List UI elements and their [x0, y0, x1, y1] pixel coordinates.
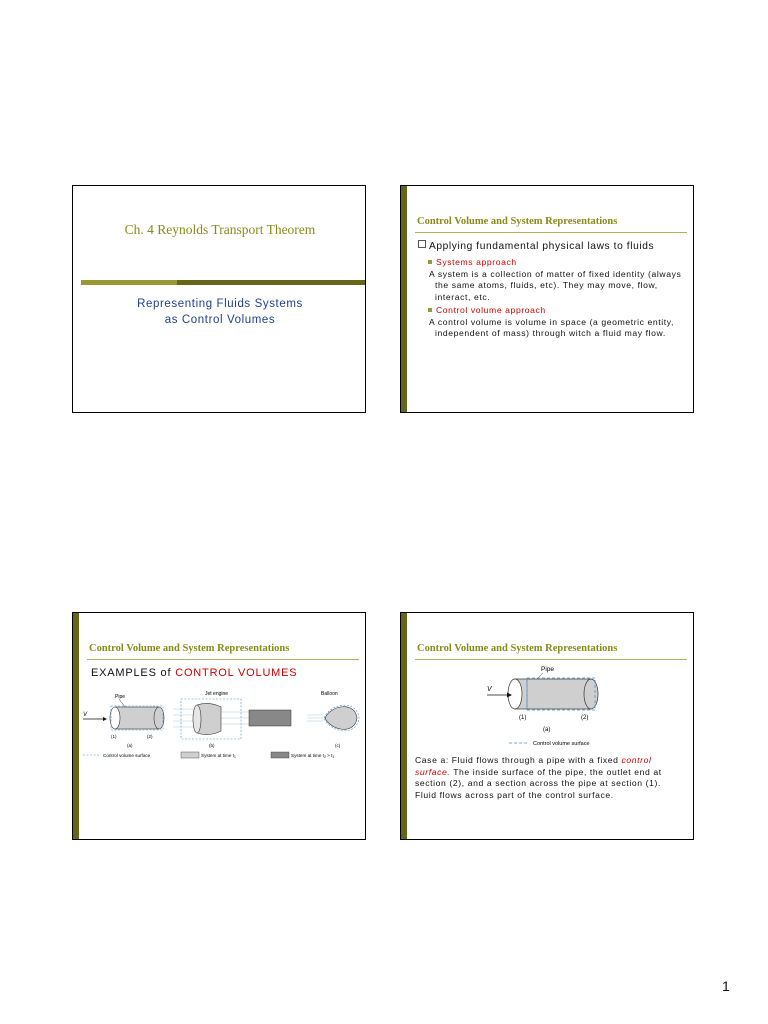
section-2-label: (2) — [147, 734, 153, 739]
heading-rule — [87, 659, 359, 660]
slide-case-a — [400, 612, 694, 840]
velocity-label: V — [487, 686, 492, 693]
title-divider-bar — [81, 280, 366, 285]
balloon-shape — [325, 707, 357, 730]
velocity-label: V — [83, 712, 88, 718]
pipe-label: Pipe — [115, 694, 126, 700]
legend-control-volume: Control volume surface — [103, 753, 151, 758]
heading-rule — [415, 659, 687, 660]
jet-exhaust-system — [249, 710, 291, 726]
jet-engine-label: Jet engine — [205, 691, 229, 697]
slide-side-stripe — [401, 613, 407, 839]
square-bullet-icon — [428, 308, 432, 312]
slide-side-stripe — [401, 186, 407, 412]
slide-heading: Control Volume and System Representations — [89, 643, 290, 654]
caption-b: (b) — [209, 743, 215, 748]
bullet-systems-approach: Systems approach — [428, 257, 685, 269]
caption-a: (a) — [127, 743, 133, 748]
case-a-description: Case a: Fluid flows through a pipe with a fixed control surface. The inside surface of the pipe, the outlet end at section (2), and a section across the pipe at section (1). Fluid flows across part of the control surface. — [415, 755, 662, 800]
slide-side-stripe — [73, 613, 79, 839]
bullet-control-volume-approach: Control volume approach — [428, 305, 685, 317]
pipe-system-fill — [115, 707, 159, 729]
systems-approach-text: A system is a collection of matter of fixed identity (always the same atoms, fluids, etc). They may move, flow, interact, etc. — [429, 268, 682, 302]
legend-system-t1: System at time $t_1$ — [201, 753, 236, 759]
section-1-label: (1) — [519, 715, 527, 721]
square-bullet-icon — [428, 260, 432, 264]
slide-body — [418, 240, 685, 342]
slide-subtitle: Representing Fluids Systems as Control Volumes — [137, 298, 303, 326]
control-volume-approach-text: A control volume is volume in space (a geometric entity, independent of mass) through witch a fluid may flow. — [429, 316, 675, 338]
legend-control-volume: Control volume surface — [533, 741, 590, 747]
section-1-label: (1) — [111, 734, 117, 739]
caption-a: (a) — [543, 727, 551, 733]
pipe-label: Pipe — [541, 666, 555, 673]
slide-examples — [72, 612, 366, 840]
balloon-label: Balloon — [321, 691, 338, 697]
control-volume-examples-figure — [81, 687, 365, 787]
section-2-label: (2) — [581, 715, 589, 721]
slide-heading: Control Volume and System Representations — [417, 216, 618, 227]
legend-system-t2: System at time $t_2 > t_1$ — [291, 753, 335, 759]
bullet-level1: Applying fundamental physical laws to fluids — [418, 240, 685, 253]
slide-title-heading: Ch. 4 Reynolds Transport Theorem — [124, 222, 316, 237]
pipe-inlet — [110, 707, 120, 729]
slide-heading: Control Volume and System Representations — [417, 643, 618, 654]
examples-title: EXAMPLES of CONTROL VOLUMES — [91, 667, 298, 679]
page-number: 1 — [722, 978, 730, 994]
caption-c: (c) — [335, 743, 341, 748]
slide-representations — [400, 185, 694, 413]
pipe-system-fill — [515, 679, 591, 709]
slide-title — [72, 185, 366, 413]
pipe-control-volume-figure — [485, 663, 615, 751]
heading-rule — [415, 232, 687, 233]
hollow-square-bullet-icon — [418, 240, 426, 248]
pipe-inlet — [508, 679, 522, 709]
